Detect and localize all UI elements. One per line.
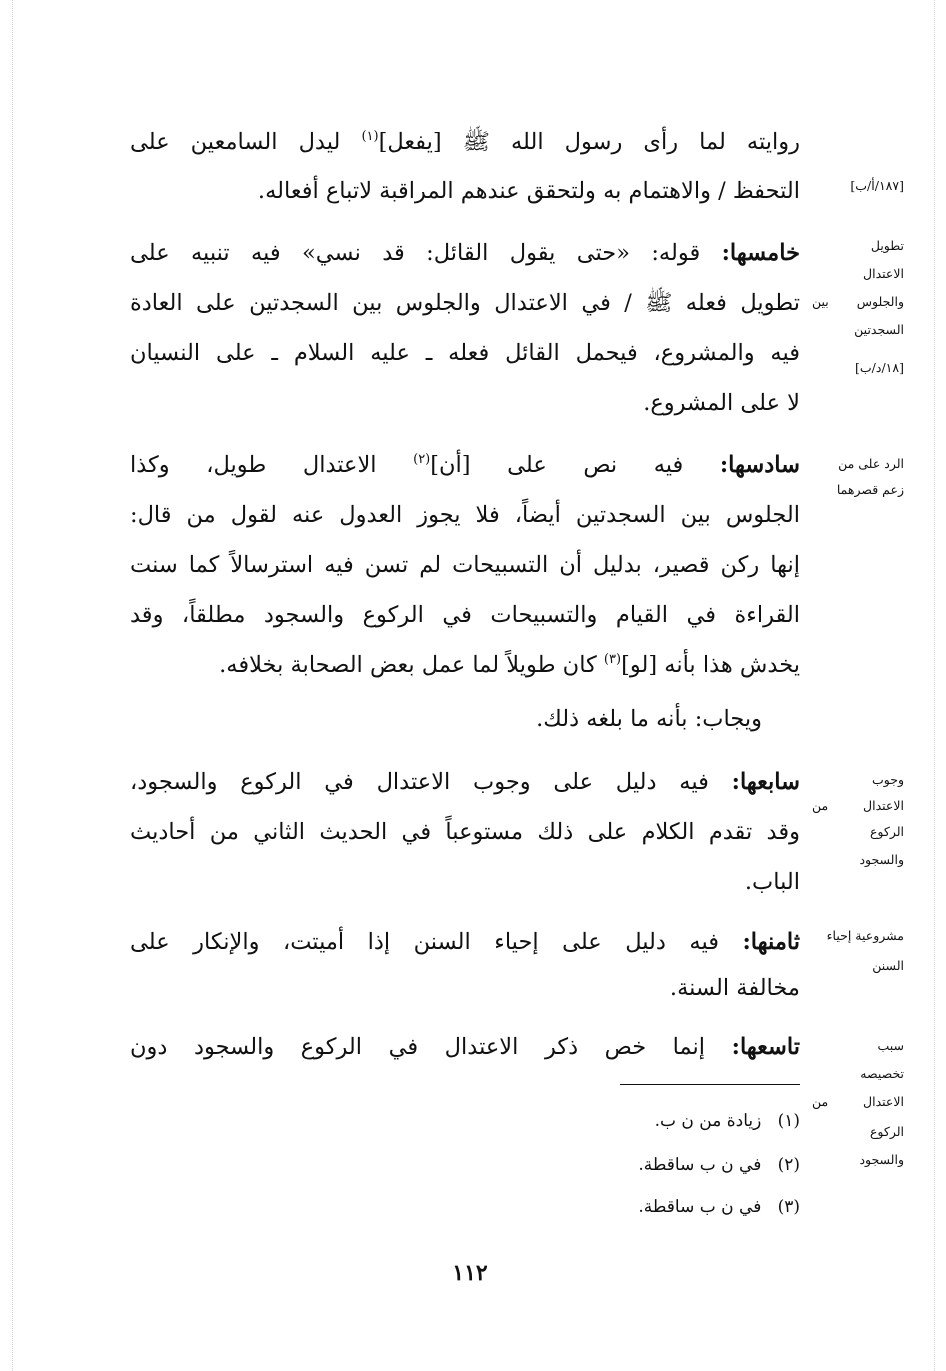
paragraph-lead: تاسعها: (731, 1034, 800, 1060)
margin-note: الاعتدال من (812, 798, 904, 813)
margin-note: الركوع (869, 1124, 904, 1139)
text-line: لا على المشروع. (643, 390, 800, 416)
margin-note: الركوع (869, 824, 904, 839)
footnote: (١) زيادة من ن ب. (654, 1111, 800, 1131)
scan-edge-right (934, 0, 936, 1371)
text-line: ويجاب: بأنه ما بلغه ذلك. (536, 706, 762, 732)
paragraph-lead: ثامنها: (742, 929, 800, 955)
text-line: إنها ركن قصير، بدليل أن التسبيحات لم تسن فيه استرسالاً كما سنت (130, 552, 800, 578)
margin-note: مشروعية إحياء (826, 928, 904, 943)
footnote: (٢) في ن ب ساقطة. (638, 1155, 800, 1175)
margin-note: والسجود (859, 1152, 904, 1167)
text-line: ثامنها: فيه دليل على إحياء السنن إذا أميتت، والإنكار على (130, 929, 800, 955)
margin-note: والجلوس بين (812, 294, 904, 309)
paragraph-lead: خامسها: (721, 240, 800, 266)
margin-note: الرد على من (838, 456, 904, 471)
text-line: روايته لما رأى رسول الله ﷺ [يفعل]$^{(١)}$ ليدل السامعين على (130, 129, 800, 155)
paragraph-lead: سادسها: (719, 452, 800, 478)
text-line: يخدش هذا بأنه [لو]$^{(٣)}$ كان طويلاً لما عمل بعض الصحابة بخلافه. (219, 652, 800, 678)
text-line: سابعها: فيه دليل على وجوب الاعتدال في الركوع والسجود، (130, 769, 800, 795)
text-line: تطويل فعله ﷺ / في الاعتدال والجلوس بين السجدتين على العادة (130, 290, 800, 316)
margin-note: والسجود (859, 852, 904, 867)
text-line: التحفظ / والاهتمام به ولتحقق عندهم المراقبة لاتباع أفعاله. (257, 178, 800, 204)
margin-note: الاعتدال (863, 266, 904, 281)
text-line: تاسعها: إنما خص ذكر الاعتدال في الركوع والسجود دون (130, 1034, 800, 1060)
margin-note: تطويل (870, 238, 904, 253)
text-line: فيه والمشروع، فيحمل القائل فعله ـ عليه السلام ـ على النسيان (130, 340, 800, 366)
text-line: الباب. (744, 869, 800, 895)
margin-note: وجوب (872, 772, 904, 787)
margin-note: السجدتين (854, 322, 904, 337)
text-line: القراءة في القيام والتسبيحات في الركوع والسجود مطلقاً، وقد (130, 602, 800, 628)
margin-note-folio: [١٨/د/ب] (855, 360, 904, 375)
footnote: (٣) في ن ب ساقطة. (638, 1197, 800, 1217)
scan-edge-left (12, 0, 14, 1371)
text-line: مخالفة السنة. (669, 975, 800, 1001)
margin-note: السنن (872, 958, 904, 973)
margin-note: سبب (877, 1038, 904, 1053)
margin-note-folio: [١٨٧/أ/ب] (850, 178, 904, 193)
text-line: خامسها: قوله: «حتى يقول القائل: قد نسي» فيه تنبيه على (130, 240, 800, 266)
text-line: وقد تقدم الكلام على ذلك مستوعباً في الحديث الثاني من أحاديث (130, 819, 800, 845)
paragraph-lead: سابعها: (731, 769, 800, 795)
margin-note: الاعتدال من (812, 1094, 904, 1109)
page-number: ١١٢ (452, 1260, 488, 1286)
footnote-divider (620, 1084, 800, 1085)
margin-note: تخصيصه (860, 1066, 904, 1081)
text-line: الجلوس بين السجدتين أيضاً، فلا يجوز العدول عنه لقول من قال: (130, 502, 800, 528)
text-line: سادسها: فيه نص على [أن]$^{(٢)}$ الاعتدال طويل، وكذا (130, 452, 800, 478)
margin-note: زعم قصرهما (836, 482, 904, 497)
